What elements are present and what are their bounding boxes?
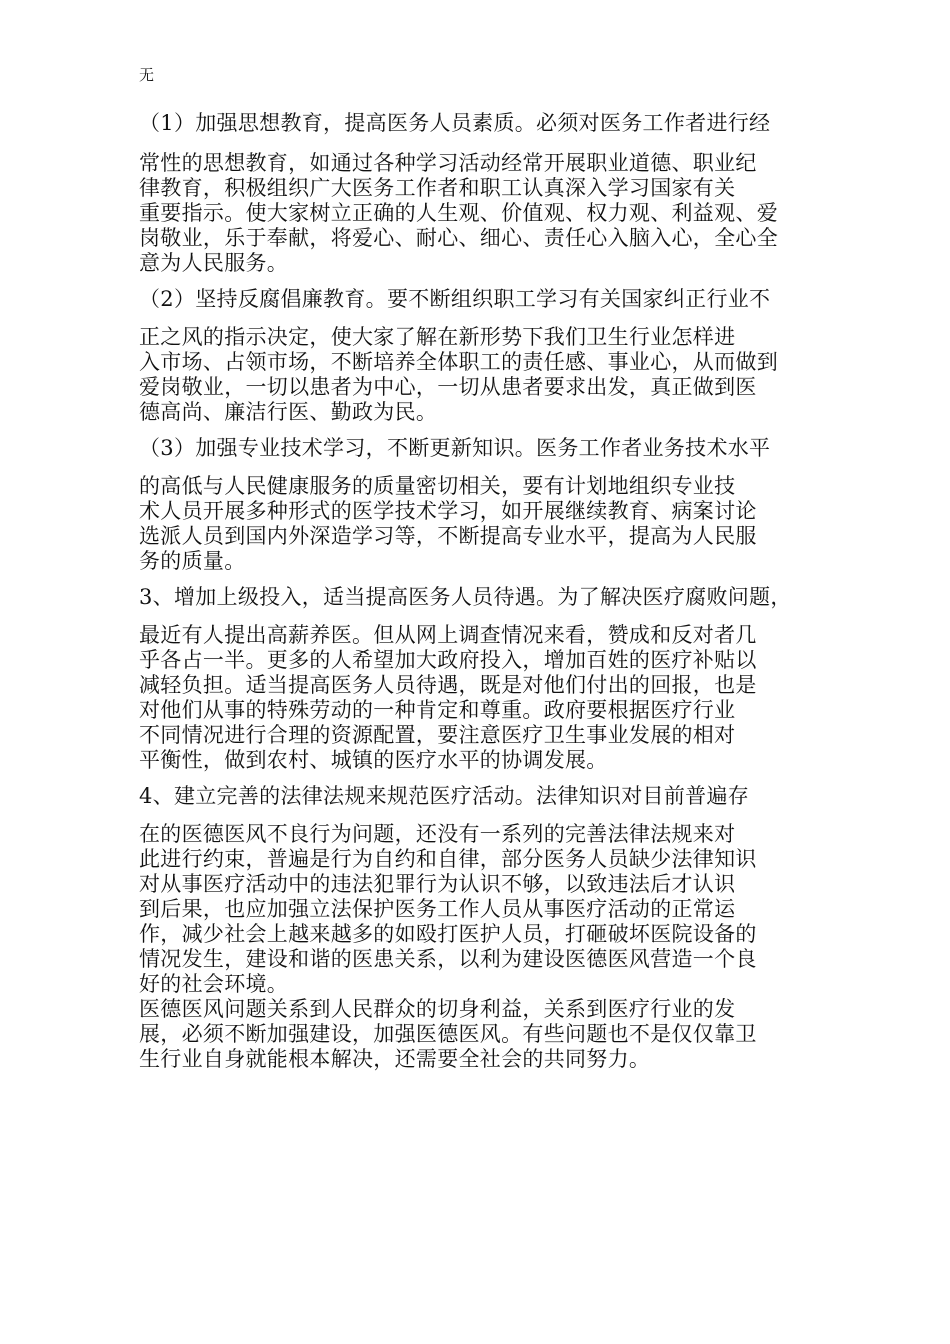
body-line: 常性的思想教育，如通过各种学习活动经常开展职业道德、职业纪: [139, 151, 757, 175]
body-line: 务的质量。: [139, 549, 246, 573]
body-line: 德高尚、廉洁行医、勤政为民。: [139, 400, 438, 424]
section-2-body: [139, 325, 829, 425]
body-line: 入市场、占领市场，不断培养全体职工的责任感、事业心，从而做到: [139, 350, 778, 374]
page-header: 无: [139, 66, 155, 84]
body-line: 在的医德医风不良行为问题，还没有一系列的完善法律法规来对: [139, 822, 736, 846]
body-line: 对他们从事的特殊劳动的一种肯定和尊重。政府要根据医疗行业: [139, 698, 736, 722]
body-line: 不同情况进行合理的资源配置，要注意医疗卫生事业发展的相对: [139, 723, 736, 747]
section-1-lead: （1）加强思想教育，提高医务人员素质。必须对医务工作者进行经: [139, 111, 771, 135]
body-line: 选派人员到国内外深造学习等，不断提高专业水平，提高为人民服: [139, 524, 757, 548]
conclusion-line: 生行业自身就能根本解决，还需要全社会的共同努力。: [139, 1047, 651, 1071]
section-4-lead: 3、增加上级投入，适当提高医务人员待遇。为了解决医疗腐败问题，: [139, 585, 792, 609]
section-5-body: [139, 822, 829, 1072]
body-line: 乎各占一半。更多的人希望加大政府投入，增加百姓的医疗补贴以: [139, 648, 757, 672]
body-line: 的高低与人民健康服务的质量密切相关，要有计划地组织专业技: [139, 474, 736, 498]
body-line: 爱岗敬业，一切以患者为中心，一切从患者要求出发，真正做到医: [139, 375, 757, 399]
body-line: 对从事医疗活动中的违法犯罪行为认识不够，以致违法后才认识: [139, 872, 736, 896]
body-line: 意为人民服务。: [139, 251, 289, 275]
body-line: 此进行约束，普遍是行为自约和自律，部分医务人员缺少法律知识: [139, 847, 757, 871]
section-5-lead: 4、建立完善的法律法规来规范医疗活动。法律知识对目前普遍存: [139, 784, 750, 808]
body-line: 术人员开展多种形式的医学技术学习，如开展继续教育、病案讨论: [139, 499, 757, 523]
body-line: 作，减少社会上越来越多的如殴打医护人员，打砸破坏医院设备的: [139, 922, 757, 946]
body-line: 情况发生，建设和谐的医患关系，以利为建设医德医风营造一个良: [139, 947, 757, 971]
section-3-body: [139, 474, 829, 574]
body-line: 正之风的指示决定，使大家了解在新形势下我们卫生行业怎样进: [139, 325, 736, 349]
section-4-body: [139, 623, 829, 773]
body-line: 重要指示。使大家树立正确的人生观、价值观、权力观、利益观、爱: [139, 201, 778, 225]
body-line: 减轻负担。适当提高医务人员待遇，既是对他们付出的回报，也是: [139, 673, 757, 697]
body-line: 平衡性，做到农村、城镇的医疗水平的协调发展。: [139, 748, 608, 772]
body-line: 最近有人提出高薪养医。但从网上调查情况来看，赞成和反对者几: [139, 623, 757, 647]
body-line: 岗敬业，乐于奉献，将爱心、耐心、细心、责任心入脑入心，全心全: [139, 226, 778, 250]
conclusion-line: 医德医风问题关系到人民群众的切身利益，关系到医疗行业的发: [139, 997, 736, 1021]
section-2-lead: （2）坚持反腐倡廉教育。要不断组织职工学习有关国家纠正行业不: [139, 287, 771, 311]
conclusion-line: 展，必须不断加强建设，加强医德医风。有些问题也不是仅仅靠卫: [139, 1022, 757, 1046]
body-line: 好的社会环境。: [139, 972, 289, 996]
body-line: 到后果，也应加强立法保护医务工作人员从事医疗活动的正常运: [139, 897, 736, 921]
section-1-body: [139, 151, 829, 276]
section-3-lead: （3）加强专业技术学习，不断更新知识。医务工作者业务技术水平: [139, 436, 771, 460]
body-line: 律教育，积极组织广大医务工作者和职工认真深入学习国家有关: [139, 176, 736, 200]
